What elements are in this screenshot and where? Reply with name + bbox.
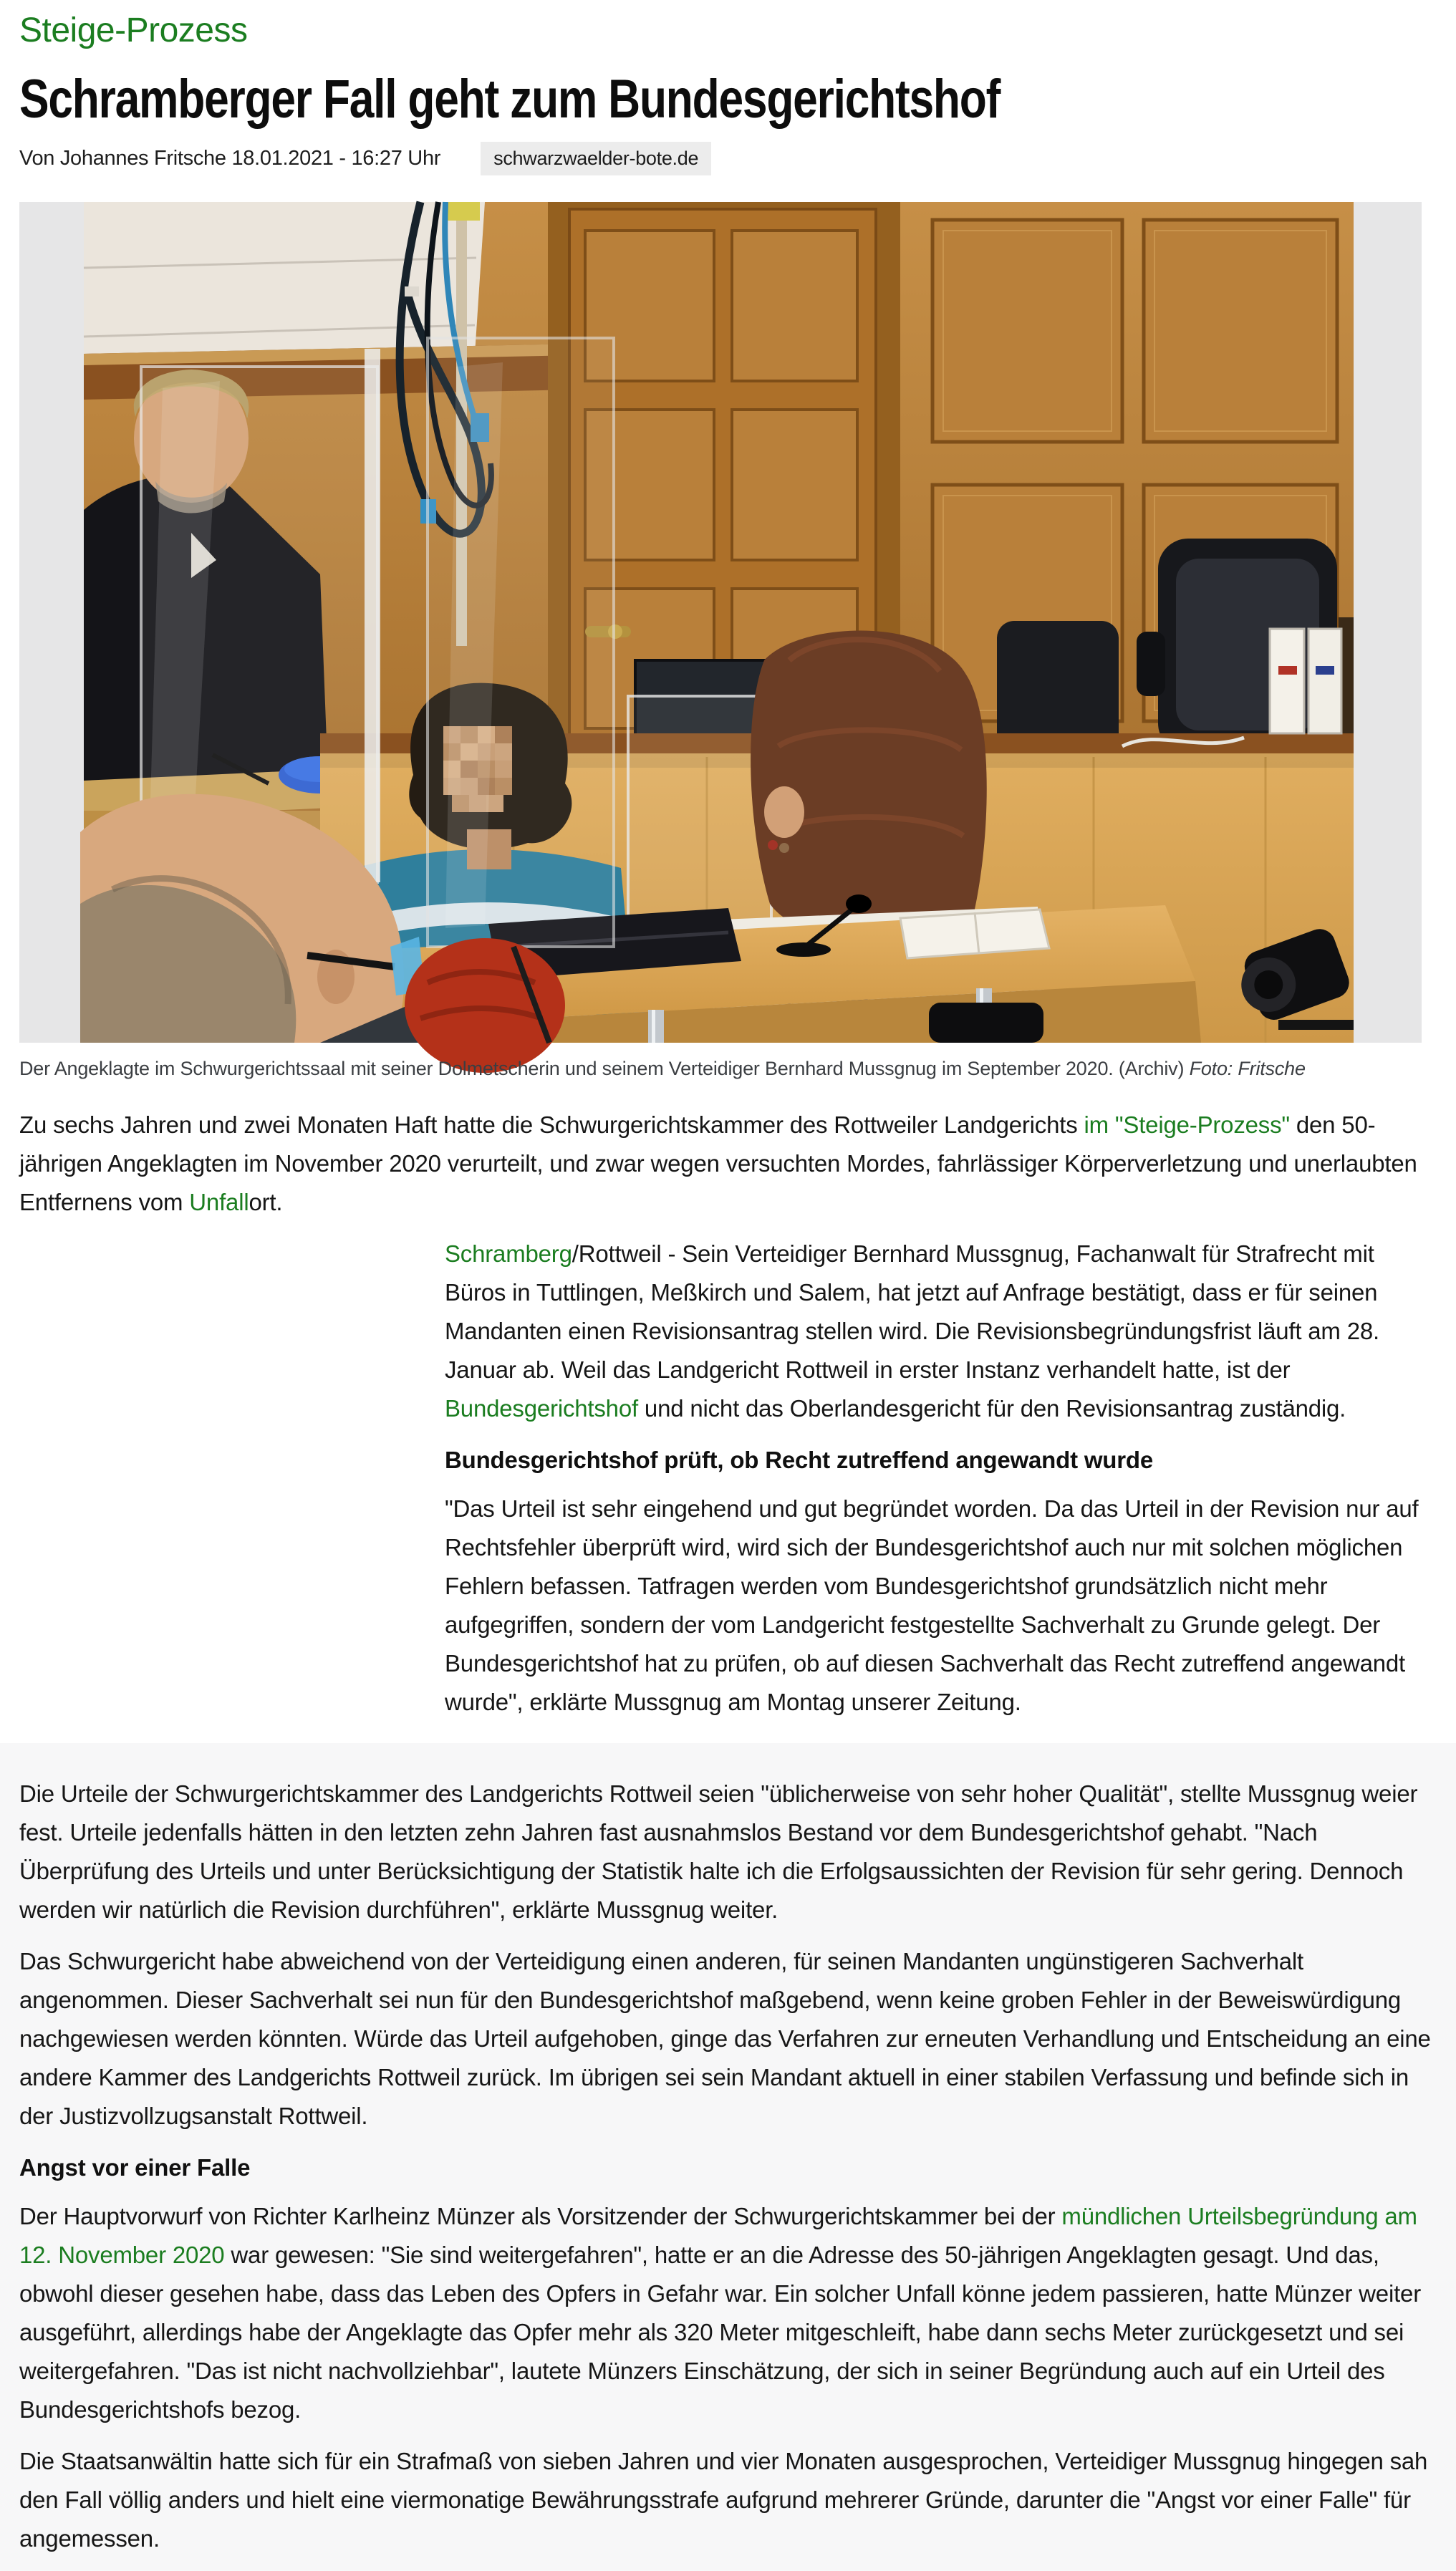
photo-mat-right	[1354, 202, 1422, 1043]
text-run: Zu sechs Jahren und zwei Monaten Haft hatte die Schwurgerichtskammer des Rottweiler Landgerichts	[19, 1111, 1084, 1138]
text-run: ort.	[249, 1189, 283, 1215]
inline-link[interactable]: mündlichen Urteilsbegründung am 12. November 2020	[19, 2203, 1417, 2268]
gray-section-zone	[0, 1743, 1456, 2571]
text-run: "Das Urteil ist sehr eingehend und gut begründet worden. Da das Urteil in der Revision nur auf Rechtsfehler überprüft wird, wird sich der Bundesgerichtshof auch nur mit solchen möglichen Fehlern befassen. Tatfragen werden vom Bundesgerichtshof grundsätzlich nicht mehr aufgegriffen, sondern der vom Landgericht festgestellte Sachverhalt zu Grunde gelegt. Der Bundesgerichtshof hat zu prüfen, ob auf diesen Sachverhalt das Recht zutreffend angewandt wurde", erklärte Mussgnug am Montag unserer Zeitung.	[445, 1495, 1419, 1715]
article-header	[0, 0, 1456, 175]
source-badge[interactable]: schwarzwaelder-bote.de	[481, 142, 711, 175]
photo-mat-left	[19, 202, 84, 1043]
text-run: Bundesgerichtshof prüft, ob Recht zutreffend angewandt wurde	[445, 1447, 1154, 1473]
byline: Von Johannes Fritsche 18.01.2021 - 16:27 Uhr	[19, 147, 441, 170]
courtroom-photo	[84, 202, 1354, 1043]
article-paragraph	[19, 1942, 1437, 2136]
judge-chair	[1137, 539, 1337, 753]
photo-credit: Foto: Fritsche	[1189, 1058, 1306, 1079]
article-paragraph	[19, 1775, 1437, 1929]
inline-link[interactable]: Schramberg	[445, 1240, 572, 1267]
desk-leg	[648, 1010, 664, 1043]
interpreter-hand	[764, 786, 804, 838]
handbag	[929, 1003, 1043, 1043]
red-jacket	[405, 938, 565, 1073]
article-paragraph	[445, 1490, 1437, 1722]
section-heading	[19, 2148, 1437, 2187]
headline: Schramberger Fall geht zum Bundesgerichtshof	[19, 69, 1001, 130]
intro-paragraph-zone	[0, 1106, 1456, 1235]
inline-link[interactable]: Bundesgerichtshof	[445, 1395, 638, 1422]
text-run: Die Urteile der Schwurgerichtskammer des Landgerichts Rottweil seien "üblicherweise von sehr hoher Qualität", stellte Mussgnug weier fest. Urteile jedenfalls hätten in den letzten zehn Jahren fast ausnahmslos Bestand vor dem Bundesgerichtshof gehabt. "Nach Überprüfung des Urteils und unter Berücksichtigung der Statistik halte ich die Erfolgsaussichten der Revision für sehr gering. Dennoch werden wir natürlich die Revision durchführen", erklärte Mussgnug weiter.	[19, 1780, 1418, 1923]
caption-text: Der Angeklagte im Schwurgerichtssaal mit seiner Dolmetscherin und seinem Verteidiger Bernhard Mussgnug im September 2020. (Archiv)	[19, 1058, 1190, 1079]
inline-link[interactable]: Unfall	[189, 1189, 249, 1215]
kicker-link[interactable]: Steige-Prozess	[19, 11, 248, 49]
photo-caption	[19, 1054, 1437, 1083]
article-photo-figure	[19, 202, 1422, 1043]
article-paragraph	[445, 1235, 1437, 1428]
article-paragraph	[19, 2197, 1437, 2429]
text-run: Die Staatsanwältin hatte sich für ein Strafmaß von sieben Jahren und vier Monaten ausgesprochen, Verteidiger Mussgnug hingegen sah den Fall völlig anders und hielt eine viermonatige Bewährungsstrafe aufgrund mehrerer Gründe, darunter die "Angst vor einer Falle" für angemessen.	[19, 2448, 1428, 2552]
text-run: war gewesen: "Sie sind weitergefahren", hatte er an die Adresse des 50-jährigen Angeklagten gesagt. Und das, obwohl dieser gesehen habe, dass das Leben des Opfers in Gefahr war. Ein solcher Unfall könne jedem passieren, hatte Münzer weiter ausgeführt, allerdings habe der Angeklagte das Opfer mehr als 320 Meter mitgeschleift, habe dann sechs Meter zurückgesetzt und sei weitergefahren. "Das ist nicht nachvollziehbar", lautete Münzers Einschätzung, der sich in seiner Begründung auch auf ein Urteil des Bundesgerichtshofs bezog.	[19, 2242, 1421, 2423]
text-run: Der Hauptvorwurf von Richter Karlheinz Münzer als Vorsitzender der Schwurgerichtskammer bei der	[19, 2203, 1062, 2229]
text-run: und nicht das Oberlandesgericht für den Revisionsantrag zuständig.	[637, 1395, 1346, 1422]
meta-row	[19, 142, 1437, 175]
text-run: Das Schwurgericht habe abweichend von der Verteidigung einen anderen, für seinen Mandanten ungünstigeren Sachverhalt angenommen. Dieser Sachverhalt sei nun für den Bundesgerichtshof maßgebend, wenn keine groben Fehler in der Beweiswürdigung nachgewiesen werden könnten. Würde das Urteil aufgehoben, ginge das Verfahren zur erneuten Verhandlung und Entscheidung an eine andere Kammer des Landgerichts Rottweil zurück. Im übrigen sei sein Mandant aktuell in einer stabilen Verfassung und befinde sich in der Justizvollzugsanstalt Rottweil.	[19, 1948, 1431, 2129]
text-run: Angst vor einer Falle	[19, 2154, 251, 2181]
article-paragraph	[19, 2442, 1437, 2558]
text-run: den 50-jährigen Angeklagten im November 2020 verurteilt, und zwar wegen versuchten Mordes, fahrlässiger Körperverletzung und unerlaubten Entfernens vom	[19, 1111, 1417, 1215]
indented-column-zone	[0, 1235, 1456, 1735]
section-heading	[445, 1441, 1437, 1480]
article-paragraph	[19, 1106, 1437, 1222]
inline-link[interactable]: im "Steige-Prozess"	[1084, 1111, 1290, 1138]
text-run: /Rottweil - Sein Verteidiger Bernhard Mussgnug, Fachanwalt für Strafrecht mit Büros in Tuttlingen, Meßkirch und Salem, hat jetzt auf Anfrage bestätigt, dass er für seinen Mandanten einen Revisionsantrag stellen wird. Die Revisionsbegründungsfrist läuft am 28. Januar ab. Weil das Landgericht Rottweil in erster Instanz verhandelt hatte, ist der	[445, 1240, 1379, 1383]
law-books	[1270, 617, 1354, 733]
